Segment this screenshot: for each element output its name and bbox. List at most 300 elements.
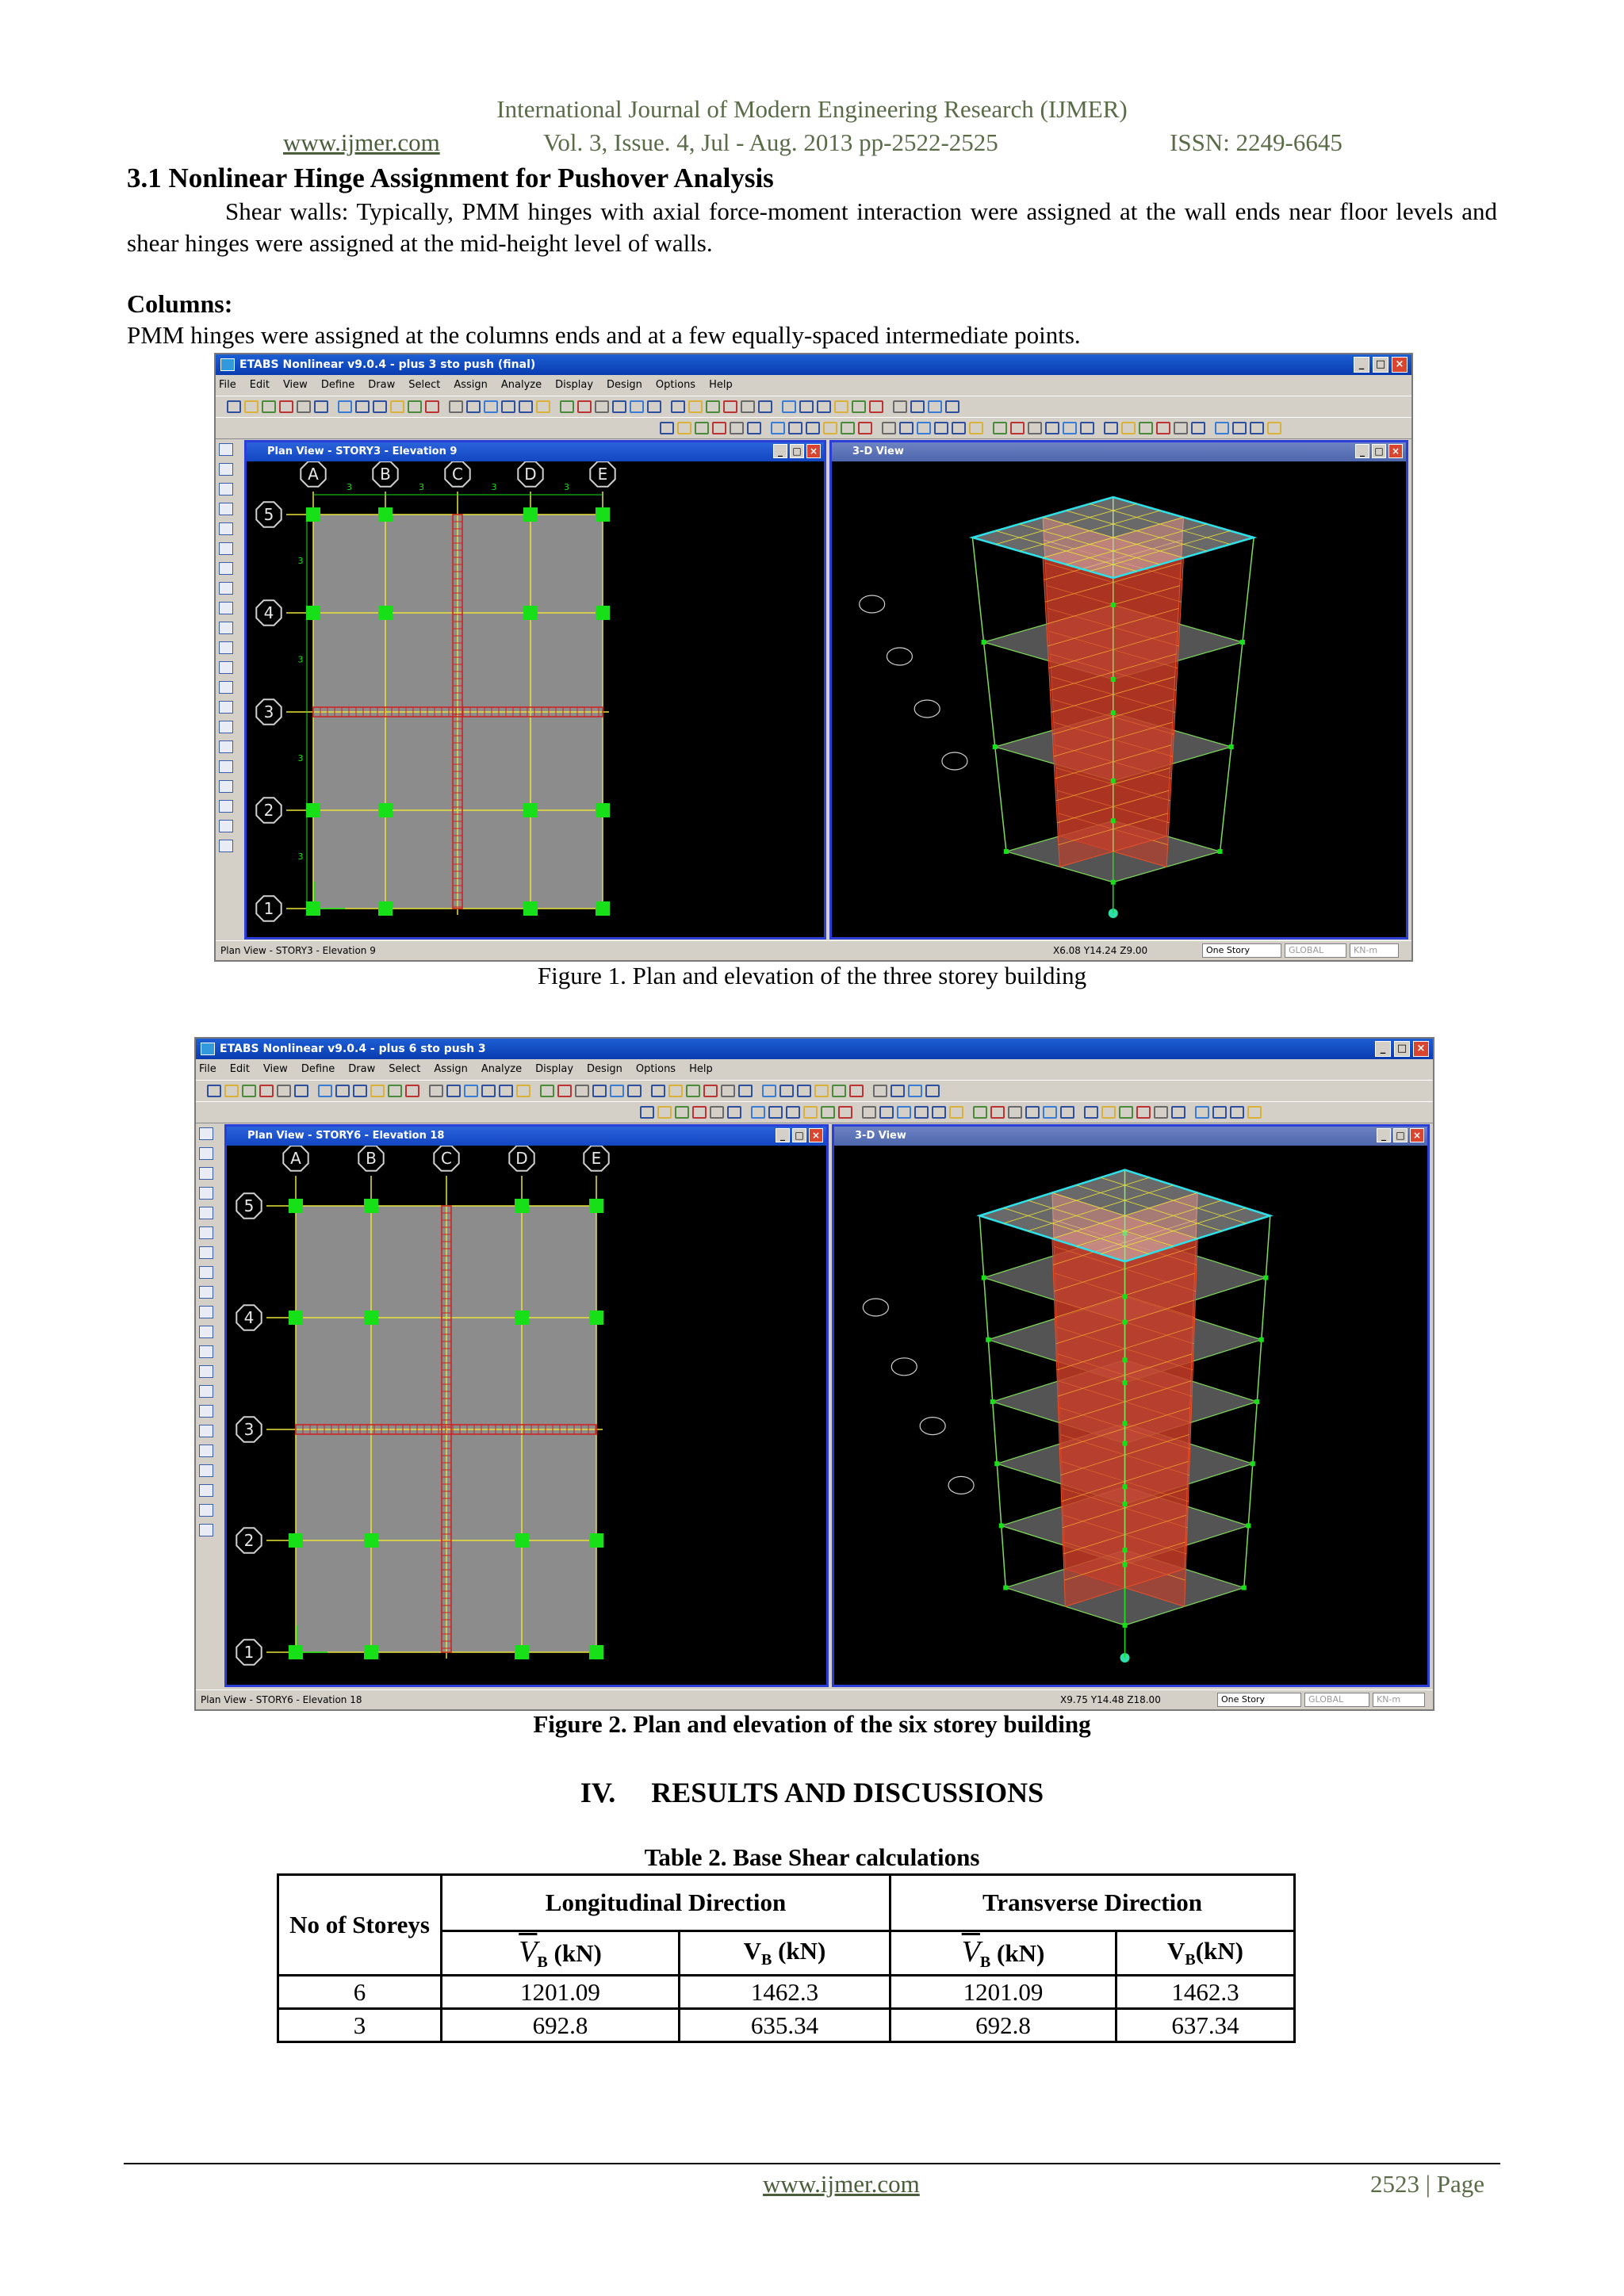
toolbar-button-icon[interactable]	[803, 1106, 818, 1119]
toolbar-button-icon[interactable]	[279, 400, 293, 413]
menu-item-define[interactable]: Define	[320, 379, 355, 391]
toolbar-button-icon[interactable]	[788, 422, 802, 434]
toolbar-button-icon[interactable]	[640, 1106, 654, 1119]
menu-item-options[interactable]: Options	[655, 379, 696, 391]
toolbar-button-icon[interactable]	[747, 422, 761, 434]
toolbar-button-icon[interactable]	[969, 422, 983, 434]
grid-label-col: E	[597, 465, 608, 484]
toolbar-button-icon[interactable]	[993, 422, 1007, 434]
toolbar-button-icon[interactable]	[1215, 422, 1229, 434]
toolbar-button-icon[interactable]	[519, 400, 533, 413]
menu-item-analyze[interactable]: Analyze	[481, 1063, 523, 1075]
draw-tool-icon[interactable]	[199, 1385, 213, 1398]
toolbar-button-icon[interactable]	[862, 1106, 876, 1119]
toolbar-button-icon[interactable]	[227, 400, 241, 413]
toolbar-button-icon[interactable]	[973, 1106, 987, 1119]
toolbar-button-icon[interactable]	[481, 1085, 496, 1097]
menu-item-options[interactable]: Options	[635, 1063, 676, 1075]
draw-tool-icon[interactable]	[199, 1226, 213, 1239]
hinge-marker	[1111, 818, 1116, 823]
toolbar-button-icon[interactable]	[990, 1106, 1005, 1119]
coordinate-system-select[interactable]	[1304, 1693, 1369, 1707]
hinge-marker	[1123, 1380, 1128, 1385]
toolbar-button-icon[interactable]	[910, 400, 925, 413]
draw-tool-icon[interactable]	[199, 1365, 213, 1378]
menu-item-select[interactable]: Select	[389, 1063, 421, 1075]
toolbar-button-icon[interactable]	[841, 422, 855, 434]
toolbar-button-icon[interactable]	[373, 400, 387, 413]
toolbar-button-icon[interactable]	[758, 400, 772, 413]
toolbar-button-icon[interactable]	[686, 1085, 700, 1097]
toolbar-button-icon[interactable]	[879, 1106, 894, 1119]
toolbar-button-icon[interactable]	[1191, 422, 1205, 434]
toolbar-button-icon[interactable]	[721, 1085, 735, 1097]
toolbar-button-icon[interactable]	[797, 1085, 811, 1097]
toolbar-button-icon[interactable]	[768, 1106, 783, 1119]
toolbar-button-icon[interactable]	[712, 422, 726, 434]
toolbar-button-icon[interactable]	[1063, 422, 1077, 434]
toolbar-button-icon[interactable]	[627, 1085, 642, 1097]
column-hinge	[306, 507, 320, 522]
toolbar-button-icon[interactable]	[1008, 1106, 1022, 1119]
pane-minimize-icon[interactable]: _	[776, 1128, 790, 1142]
toolbar-button-icon[interactable]	[612, 400, 626, 413]
toolbar-button-icon[interactable]	[893, 400, 907, 413]
status-bar	[216, 940, 1411, 960]
draw-tool-icon[interactable]	[219, 740, 233, 753]
toolbar-button-icon[interactable]	[1247, 1106, 1262, 1119]
plan-view-pane[interactable]	[224, 1124, 829, 1687]
pane-close-icon[interactable]: ×	[809, 1128, 823, 1142]
toolbar-secondary	[216, 417, 1411, 439]
toolbar-button-icon[interactable]	[1195, 1106, 1209, 1119]
toolbar-button-icon[interactable]	[897, 1106, 911, 1119]
toolbar-button-icon[interactable]	[1154, 1106, 1168, 1119]
toolbar-button-icon[interactable]	[540, 1085, 554, 1097]
toolbar-button-icon[interactable]	[560, 400, 574, 413]
column-hinge	[364, 1311, 378, 1325]
draw-tool-icon[interactable]	[199, 1127, 213, 1140]
footer-website-link[interactable]: www.ijmer.com	[763, 2170, 920, 2198]
draw-tool-icon[interactable]	[219, 840, 233, 852]
toolbar-top	[196, 1080, 1433, 1102]
toolbar-button-icon[interactable]	[727, 1106, 741, 1119]
column-hinge	[589, 1199, 603, 1213]
draw-tool-icon[interactable]	[219, 562, 233, 575]
toolbar-button-icon[interactable]	[949, 1106, 963, 1119]
pane-close-icon[interactable]: ×	[1388, 444, 1403, 458]
toolbar-button-icon[interactable]	[723, 400, 737, 413]
toolbar-button-icon[interactable]	[516, 1085, 530, 1097]
draw-tool-icon[interactable]	[219, 800, 233, 813]
toolbar-button-icon[interactable]	[873, 1085, 887, 1097]
toolbar-button-icon[interactable]	[557, 1085, 572, 1097]
3d-view-title: 3-D View	[834, 1127, 1427, 1146]
header-long-vbar	[442, 1931, 680, 1976]
toolbar-button-icon[interactable]	[1171, 1106, 1185, 1119]
toolbar-button-icon[interactable]	[484, 400, 498, 413]
menu-item-help[interactable]: Help	[709, 379, 733, 391]
cell-long-vb: 1462.3	[680, 1976, 891, 2009]
pane-maximize-icon[interactable]: □	[1393, 1128, 1408, 1142]
draw-tool-icon[interactable]	[199, 1464, 213, 1477]
menu-item-design[interactable]: Design	[587, 1063, 622, 1075]
columns-text: PMM hinges were assigned at the columns ends and at a few equally-spaced intermediate points.	[127, 321, 1081, 349]
toolbar-button-icon[interactable]	[858, 422, 872, 434]
menu-item-view[interactable]: View	[282, 379, 308, 391]
3d-view-pane[interactable]	[832, 1124, 1430, 1687]
toolbar-button-icon[interactable]	[499, 1085, 513, 1097]
menu-item-select[interactable]: Select	[408, 379, 441, 391]
toolbar-button-icon[interactable]	[782, 400, 796, 413]
minimize-icon[interactable]: _	[1354, 357, 1369, 373]
toolbar-button-icon[interactable]	[595, 400, 609, 413]
maximize-icon[interactable]: □	[1373, 357, 1388, 373]
toolbar-button-icon[interactable]	[928, 400, 942, 413]
grid-bubble-3d	[942, 752, 967, 770]
toolbar-button-icon[interactable]	[1230, 1106, 1244, 1119]
draw-tool-icon[interactable]	[219, 463, 233, 476]
column-hinge	[364, 1533, 378, 1548]
toolbar-button-icon[interactable]	[1212, 1106, 1227, 1119]
toolbar-button-icon[interactable]	[1119, 1106, 1133, 1119]
toolbar-button-icon[interactable]	[741, 400, 755, 413]
menu-item-file[interactable]: File	[219, 379, 236, 391]
toolbar-button-icon[interactable]	[695, 422, 709, 434]
toolbar-button-icon[interactable]	[244, 400, 259, 413]
coordinate-system-select[interactable]	[1285, 943, 1346, 958]
grid-bubble-3d	[914, 700, 940, 718]
draw-tool-icon[interactable]	[199, 1345, 213, 1358]
draw-tool-icon[interactable]	[219, 641, 233, 654]
draw-tool-icon[interactable]	[199, 1246, 213, 1259]
toolbar-button-icon[interactable]	[751, 1106, 765, 1119]
pane-close-icon[interactable]: ×	[1410, 1128, 1424, 1142]
toolbar-button-icon[interactable]	[294, 1085, 308, 1097]
cell-storeys: 3	[278, 2009, 442, 2042]
toolbar-button-icon[interactable]	[390, 400, 404, 413]
draw-tool-icon[interactable]	[219, 721, 233, 733]
toolbar-button-icon[interactable]	[917, 422, 931, 434]
toolbar-button-icon[interactable]	[353, 1085, 367, 1097]
pane-minimize-icon[interactable]: _	[1377, 1128, 1391, 1142]
toolbar-button-icon[interactable]	[834, 400, 848, 413]
toolbar-button-icon[interactable]	[952, 422, 966, 434]
column-hinge	[515, 1645, 529, 1659]
close-icon[interactable]: ×	[1413, 1041, 1429, 1057]
toolbar-button-icon[interactable]	[314, 400, 328, 413]
hinge-marker	[1123, 1421, 1128, 1425]
minimize-icon[interactable]: _	[1375, 1041, 1391, 1057]
toolbar-button-icon[interactable]	[817, 400, 831, 413]
toolbar-button-icon[interactable]	[1101, 1106, 1116, 1119]
toolbar-button-icon[interactable]	[446, 1085, 461, 1097]
column-hinge	[378, 901, 393, 916]
toolbar-button-icon[interactable]	[207, 1085, 221, 1097]
toolbar-button-icon[interactable]	[671, 400, 685, 413]
section-title: 3.1 Nonlinear Hinge Assignment for Pushover Analysis	[127, 163, 774, 193]
draw-tool-icon[interactable]	[219, 483, 233, 496]
toolbar-button-icon[interactable]	[668, 1085, 683, 1097]
draw-tool-icon[interactable]	[199, 1207, 213, 1219]
plan-view-pane[interactable]	[244, 440, 826, 939]
hinge-marker	[1254, 1399, 1259, 1404]
toolbar-button-icon[interactable]	[799, 400, 814, 413]
grid-label-col: B	[366, 1149, 377, 1168]
menu-item-edit[interactable]: Edit	[229, 1063, 250, 1075]
hinge-marker	[1218, 849, 1223, 854]
toolbar-button-icon[interactable]	[1025, 1106, 1040, 1119]
header-website-link[interactable]: www.ijmer.com	[283, 128, 440, 156]
toolbar-button-icon[interactable]	[914, 1106, 929, 1119]
toolbar-button-icon[interactable]	[501, 400, 515, 413]
page-number: 2523 | Page	[1370, 2170, 1484, 2198]
toolbar-button-icon[interactable]	[630, 400, 644, 413]
grid-bubble-3d	[887, 648, 912, 665]
toolbar-button-icon[interactable]	[1104, 422, 1118, 434]
toolbar-button-icon[interactable]	[934, 422, 948, 434]
units-select[interactable]	[1350, 943, 1399, 958]
toolbar-button-icon[interactable]	[1060, 1106, 1074, 1119]
toolbar-button-icon[interactable]	[1139, 422, 1153, 434]
draw-tool-icon[interactable]	[219, 443, 233, 456]
toolbar-button-icon[interactable]	[762, 1085, 776, 1097]
menu-item-assign[interactable]: Assign	[434, 1063, 468, 1075]
toolbar-button-icon[interactable]	[908, 1085, 922, 1097]
draw-tool-icon[interactable]	[199, 1147, 213, 1160]
draw-tool-icon[interactable]	[219, 522, 233, 535]
status-view-label: Plan View - STORY6 - Elevation 18	[201, 1694, 362, 1705]
toolbar-button-icon[interactable]	[657, 1106, 672, 1119]
hinge-marker	[982, 640, 986, 645]
toolbar-button-icon[interactable]	[771, 422, 785, 434]
draw-tool-icon[interactable]	[219, 582, 233, 595]
grid-label-col: E	[591, 1149, 602, 1168]
toolbar-button-icon[interactable]	[814, 1085, 829, 1097]
toolbar-button-icon[interactable]	[692, 1106, 707, 1119]
toolbar-button-icon[interactable]	[832, 1085, 846, 1097]
column-hinge	[289, 1533, 303, 1548]
menu-item-draw[interactable]: Draw	[368, 379, 396, 391]
toolbar-button-icon[interactable]	[1045, 422, 1059, 434]
draw-tool-icon[interactable]	[219, 503, 233, 515]
toolbar-button-icon[interactable]	[1121, 422, 1136, 434]
toolbar-button-icon[interactable]	[429, 1085, 443, 1097]
menu-item-analyze[interactable]: Analyze	[500, 379, 542, 391]
story-select[interactable]	[1217, 1693, 1301, 1707]
toolbar-button-icon[interactable]	[575, 1085, 589, 1097]
close-icon[interactable]: ×	[1392, 357, 1408, 373]
toolbar-button-icon[interactable]	[932, 1106, 946, 1119]
maximize-icon[interactable]: □	[1394, 1041, 1410, 1057]
toolbar-button-icon[interactable]	[703, 1085, 718, 1097]
draw-tool-icon[interactable]	[199, 1445, 213, 1457]
story-select[interactable]	[1202, 943, 1281, 958]
journal-title: International Journal of Modern Engineering Research (IJMER)	[496, 95, 1128, 123]
toolbar-button-icon[interactable]	[338, 400, 352, 413]
draw-tool-icon[interactable]	[199, 1266, 213, 1279]
toolbar-button-icon[interactable]	[464, 1085, 478, 1097]
window-title: ETABS Nonlinear v9.0.4 - plus 6 sto push 3	[220, 1043, 486, 1055]
draw-tool-icon[interactable]	[199, 1286, 213, 1299]
toolbar-button-icon[interactable]	[945, 400, 959, 413]
draw-tool-icon[interactable]	[199, 1167, 213, 1180]
column-hinge	[589, 1533, 603, 1548]
pane-minimize-icon[interactable]: _	[773, 444, 787, 458]
toolbar-button-icon[interactable]	[806, 422, 820, 434]
toolbar-button-icon[interactable]	[466, 400, 481, 413]
header-trans-vb	[1116, 1931, 1295, 1976]
draw-tool-icon[interactable]	[199, 1326, 213, 1338]
draw-tool-icon[interactable]	[199, 1306, 213, 1318]
hinge-marker	[1003, 1586, 1008, 1590]
pane-maximize-icon[interactable]: □	[792, 1128, 806, 1142]
draw-tool-icon[interactable]	[219, 760, 233, 773]
toolbar-button-icon[interactable]	[1136, 1106, 1151, 1119]
grid-label-col: D	[515, 1149, 528, 1168]
toolbar-button-icon[interactable]	[852, 400, 866, 413]
menu-item-display[interactable]: Display	[555, 379, 594, 391]
toolbar-button-icon[interactable]	[318, 1085, 332, 1097]
column-hinge	[515, 1311, 529, 1325]
grid-label-row: 4	[263, 603, 274, 622]
toolbar-button-icon[interactable]	[224, 1085, 239, 1097]
draw-tool-icon[interactable]	[199, 1524, 213, 1536]
toolbar-button-icon[interactable]	[297, 400, 311, 413]
toolbar-button-icon[interactable]	[449, 400, 463, 413]
toolbar-button-icon[interactable]	[425, 400, 439, 413]
draw-tool-icon[interactable]	[219, 701, 233, 714]
toolbar-button-icon[interactable]	[779, 1085, 794, 1097]
toolbar-button-icon[interactable]	[647, 400, 661, 413]
toolbar-button-icon[interactable]	[259, 1085, 274, 1097]
pane-maximize-icon[interactable]: □	[1372, 444, 1386, 458]
draw-tool-icon[interactable]	[219, 681, 233, 694]
toolbar-button-icon[interactable]	[262, 400, 276, 413]
units-select[interactable]	[1373, 1693, 1425, 1707]
draw-tool-icon[interactable]	[219, 602, 233, 614]
column-hinge	[589, 1645, 603, 1659]
menu-item-assign[interactable]: Assign	[454, 379, 488, 391]
plan-view-title: Plan View - STORY3 - Elevation 9	[247, 442, 824, 461]
etabs-window-figure1	[214, 353, 1413, 962]
column-hinge	[523, 507, 538, 522]
pane-close-icon[interactable]: ×	[806, 444, 821, 458]
hinge-marker	[1123, 1502, 1128, 1506]
menu-bar	[199, 1061, 726, 1078]
toolbar-button-icon[interactable]	[536, 400, 550, 413]
toolbar-button-icon[interactable]	[688, 400, 703, 413]
toolbar-button-icon[interactable]	[660, 422, 674, 434]
toolbar-button-icon[interactable]	[710, 1106, 724, 1119]
toolbar-button-icon[interactable]	[335, 1085, 350, 1097]
draw-tool-icon[interactable]	[219, 820, 233, 832]
toolbar-button-icon[interactable]	[370, 1085, 385, 1097]
toolbar-button-icon[interactable]	[355, 400, 370, 413]
toolbar-button-icon[interactable]	[869, 400, 883, 413]
toolbar-button-icon[interactable]	[849, 1085, 864, 1097]
plan-view-title: Plan View - STORY6 - Elevation 18	[227, 1127, 826, 1146]
toolbar-button-icon[interactable]	[1084, 1106, 1098, 1119]
header-storeys: No of Storeys	[278, 1875, 442, 1976]
toolbar-button-icon[interactable]	[242, 1085, 256, 1097]
menu-item-design[interactable]: Design	[607, 379, 642, 391]
toolbar-button-icon[interactable]	[405, 1085, 419, 1097]
toolbar-button-icon[interactable]	[882, 422, 896, 434]
3d-view-pane[interactable]	[829, 440, 1408, 939]
toolbar-button-icon[interactable]	[786, 1106, 800, 1119]
cell-trans-vbar: 692.8	[891, 2009, 1116, 2042]
menu-item-help[interactable]: Help	[689, 1063, 713, 1075]
draw-tool-icon[interactable]	[199, 1504, 213, 1517]
toolbar-button-icon[interactable]	[838, 1106, 852, 1119]
toolbar-button-icon[interactable]	[730, 422, 744, 434]
draw-tool-icon[interactable]	[219, 622, 233, 634]
toolbar-button-icon[interactable]	[1156, 422, 1170, 434]
draw-tool-icon[interactable]	[219, 780, 233, 793]
toolbar-button-icon[interactable]	[899, 422, 914, 434]
menu-item-file[interactable]: File	[199, 1063, 216, 1075]
header-transverse: Transverse Direction	[891, 1875, 1295, 1931]
draw-tool-icon[interactable]	[199, 1405, 213, 1418]
draw-tool-icon[interactable]	[199, 1187, 213, 1200]
left-toolbox	[219, 443, 236, 859]
column-hinge	[378, 606, 393, 620]
toolbar-button-icon[interactable]	[277, 1085, 291, 1097]
toolbar-button-icon[interactable]	[1043, 1106, 1057, 1119]
toolbar-button-icon[interactable]	[408, 400, 422, 413]
hinge-marker	[1111, 603, 1116, 607]
toolbar-button-icon[interactable]	[677, 422, 691, 434]
toolbar-button-icon[interactable]	[1232, 422, 1247, 434]
menu-item-view[interactable]: View	[262, 1063, 288, 1075]
menu-item-display[interactable]: Display	[535, 1063, 574, 1075]
toolbar-button-icon[interactable]	[592, 1085, 607, 1097]
toolbar-button-icon[interactable]	[388, 1085, 402, 1097]
toolbar-button-icon[interactable]	[1267, 422, 1281, 434]
toolbar-button-icon[interactable]	[651, 1085, 665, 1097]
menu-item-edit[interactable]: Edit	[249, 379, 270, 391]
grid-label-col: B	[380, 465, 391, 484]
toolbar-button-icon[interactable]	[675, 1106, 689, 1119]
toolbar-button-icon[interactable]	[1250, 422, 1264, 434]
toolbar-button-icon[interactable]	[738, 1085, 753, 1097]
toolbar-button-icon[interactable]	[610, 1085, 624, 1097]
toolbar-button-icon[interactable]	[1010, 422, 1025, 434]
pane-maximize-icon[interactable]: □	[790, 444, 804, 458]
toolbar-button-icon[interactable]	[821, 1106, 835, 1119]
toolbar-button-icon[interactable]	[577, 400, 592, 413]
grid-label-row: 3	[263, 702, 274, 721]
table-header-row	[278, 1875, 1295, 1931]
menu-item-define[interactable]: Define	[301, 1063, 335, 1075]
toolbar-button-icon[interactable]	[925, 1085, 940, 1097]
toolbar-button-icon[interactable]	[706, 400, 720, 413]
toolbar-button-icon[interactable]	[823, 422, 837, 434]
draw-tool-icon[interactable]	[219, 661, 233, 674]
header-long-vb	[680, 1931, 891, 1976]
toolbar-button-icon[interactable]	[1080, 422, 1094, 434]
draw-tool-icon[interactable]	[199, 1484, 213, 1497]
toolbar-button-icon[interactable]	[1174, 422, 1188, 434]
draw-tool-icon[interactable]	[199, 1425, 213, 1437]
toolbar-button-icon[interactable]	[1028, 422, 1042, 434]
issn: ISSN: 2249-6645	[1170, 128, 1342, 156]
draw-tool-icon[interactable]	[219, 542, 233, 555]
pane-minimize-icon[interactable]: _	[1355, 444, 1369, 458]
toolbar-button-icon[interactable]	[891, 1085, 905, 1097]
menu-item-draw[interactable]: Draw	[348, 1063, 376, 1075]
